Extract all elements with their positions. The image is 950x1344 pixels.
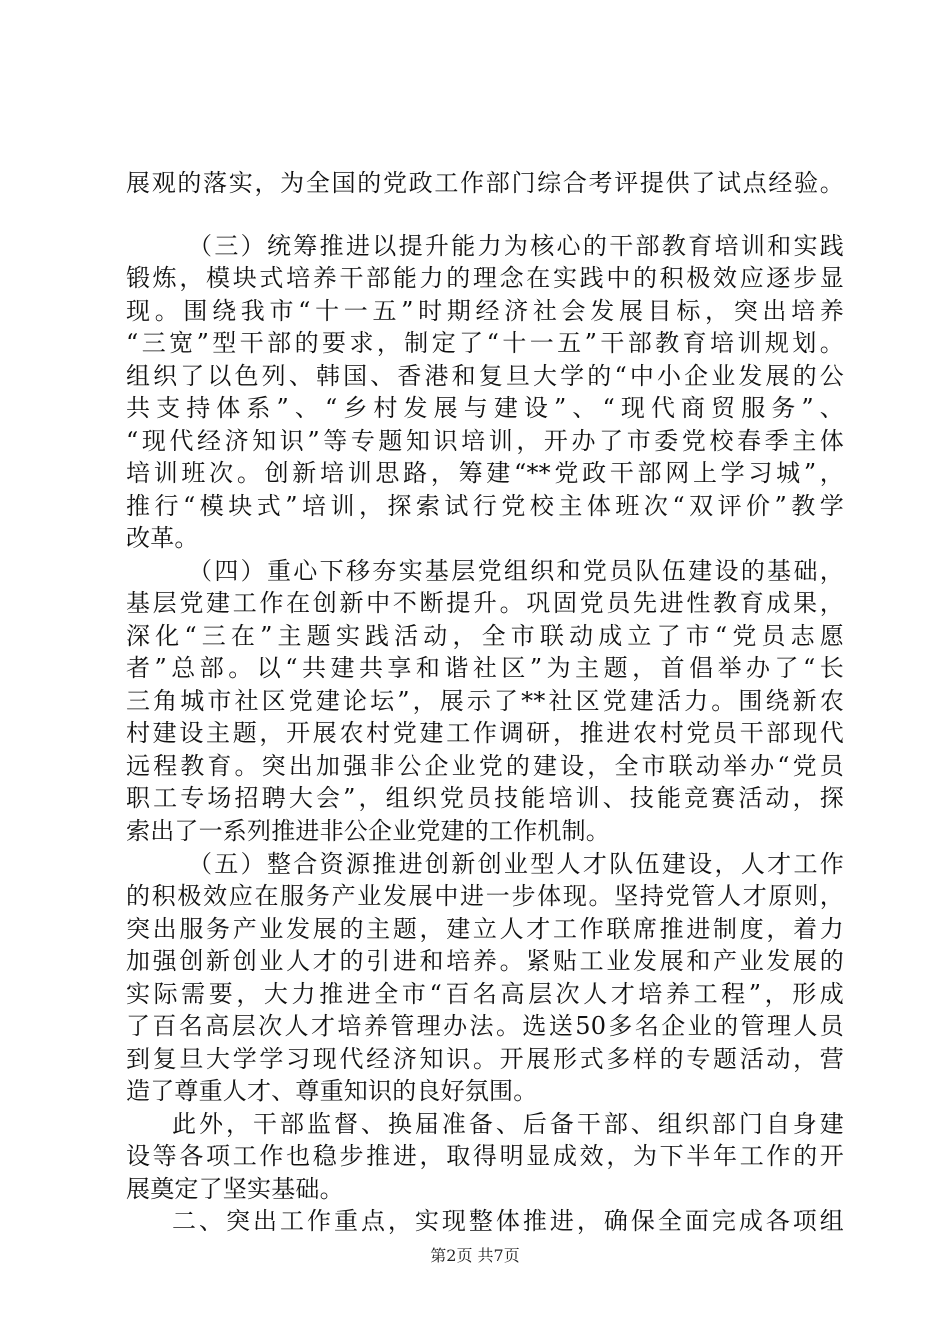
text-line: 改革。 bbox=[126, 524, 199, 552]
text-line: 远程教育。突出加强非公企业党的建设，全市联动举办“党员 bbox=[126, 752, 844, 780]
text-line: 者”总部。以“共建共享和谐社区”为主题，首倡举办了“长 bbox=[126, 654, 844, 682]
text-line: 实际需要，大力推进全市“百名高层次人才培养工程”，形成 bbox=[126, 980, 844, 1008]
text-line: 索出了一系列推进非公企业党建的工作机制。 bbox=[126, 817, 610, 845]
paragraph-start: 此外，干部监督、换届准备、后备干部、组织部门自身建 bbox=[172, 1110, 844, 1138]
text-line: 展观的落实，为全国的党政工作部门综合考评提供了试点经验。 bbox=[126, 169, 844, 197]
paragraph-heading-3: （三）统筹推进以提升能力为核心的干部教育培训和实践 bbox=[188, 232, 844, 260]
text-line: 设等各项工作也稳步推进，取得明显成效，为下半年工作的开 bbox=[126, 1142, 844, 1170]
paragraph-heading-4: （四）重心下移夯实基层党组织和党员队伍建设的基础， bbox=[188, 557, 844, 585]
text-line: 了百名高层次人才培养管理办法。选送50多名企业的管理人员 bbox=[126, 1012, 844, 1040]
page-footer bbox=[0, 1246, 950, 1266]
text-line: 基层党建工作在创新中不断提升。巩固党员先进性教育成果， bbox=[126, 589, 844, 617]
text-line: “现代经济知识”等专题知识培训，开办了市委党校春季主体 bbox=[126, 427, 844, 455]
text-line: 造了尊重人才、尊重知识的良好氛围。 bbox=[126, 1077, 538, 1105]
text-line: 三角城市社区党建论坛”，展示了**社区党建活力。围绕新农 bbox=[126, 687, 844, 715]
page-number-label: 第2页 共7页 bbox=[430, 1246, 520, 1265]
paragraph-heading-5: （五）整合资源推进创新创业型人才队伍建设，人才工作 bbox=[188, 850, 844, 878]
text-line: 职工专场招聘大会”，组织党员技能培训、技能竞赛活动，探 bbox=[126, 784, 844, 812]
text-line: 组织了以色列、韩国、香港和复旦大学的“中小企业发展的公 bbox=[126, 362, 844, 390]
text-line: 加强创新创业人才的引进和培养。紧贴工业发展和产业发展的 bbox=[126, 947, 844, 975]
text-line: 现。围绕我市“十一五”时期经济社会发展目标，突出培养 bbox=[126, 297, 844, 325]
section-heading: 二、突出工作重点，实现整体推进，确保全面完成各项组 bbox=[172, 1207, 844, 1235]
text-line: 深化“三在”主题实践活动，全市联动成立了市“党员志愿 bbox=[126, 622, 844, 650]
text-line: 村建设主题，开展农村党建工作调研，推进农村党员干部现代 bbox=[126, 719, 844, 747]
text-line: 展奠定了坚实基础。 bbox=[126, 1175, 344, 1203]
text-line: 的积极效应在服务产业发展中进一步体现。坚持党管人才原则， bbox=[126, 882, 844, 910]
text-line: “三宽”型干部的要求，制定了“十一五”干部教育培训规划。 bbox=[126, 329, 844, 357]
text-line: 共支持体系”、“乡村发展与建设”、“现代商贸服务”、 bbox=[126, 394, 844, 422]
text-line: 到复旦大学学习现代经济知识。开展形式多样的专题活动，营 bbox=[126, 1045, 844, 1073]
text-line: 推行“模块式”培训，探索试行党校主体班次“双评价”教学 bbox=[126, 492, 844, 520]
text-line: 培训班次。创新培训思路，筹建“**党政干部网上学习城”， bbox=[126, 459, 844, 487]
text-line: 锻炼，模块式培养干部能力的理念在实践中的积极效应逐步显 bbox=[126, 264, 844, 292]
text-line: 突出服务产业发展的主题，建立人才工作联席推进制度，着力 bbox=[126, 915, 844, 943]
